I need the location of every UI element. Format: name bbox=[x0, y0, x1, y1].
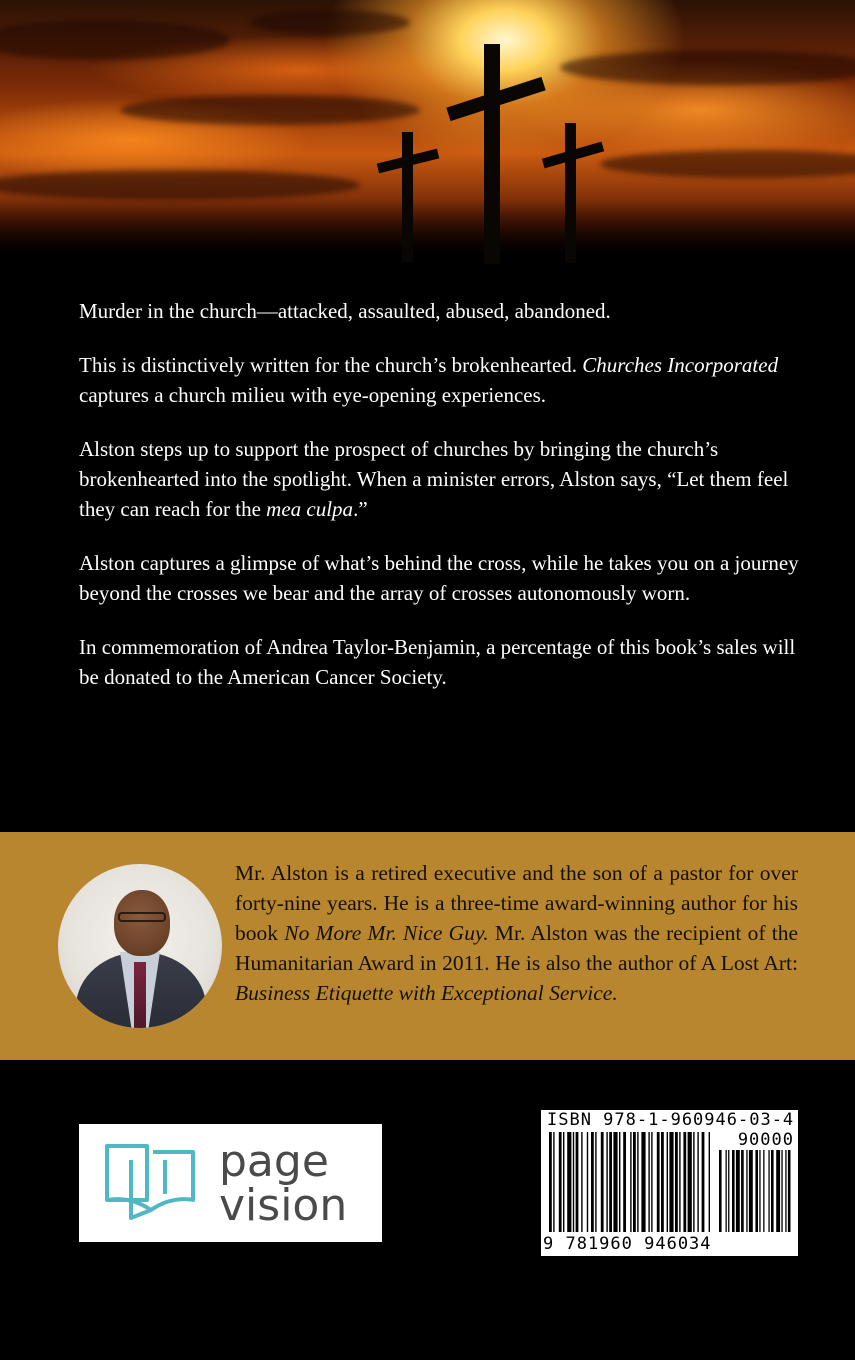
barcode-bar bbox=[587, 1132, 588, 1232]
barcode-bar bbox=[549, 1132, 552, 1232]
blurb-paragraph-3: Alston steps up to support the prospect of churches by bringing the church’s brokenhearted into the spotlight. When a minister errors, Alston says, “Let them feel they can reach for the mea culpa.” bbox=[79, 437, 789, 521]
price-bar bbox=[719, 1150, 722, 1232]
barcode-bar bbox=[609, 1132, 612, 1232]
blurb-paragraph-1: Murder in the church—attacked, assaulted, abused, abandoned. bbox=[79, 299, 611, 323]
barcode-bar bbox=[573, 1132, 574, 1232]
price-bar bbox=[728, 1150, 729, 1232]
price-code: 90000 bbox=[737, 1130, 794, 1150]
price-bar bbox=[732, 1150, 735, 1232]
price-bar bbox=[749, 1150, 753, 1232]
barcode-bar bbox=[669, 1132, 673, 1232]
barcode-bar bbox=[595, 1132, 596, 1232]
barcode-bar bbox=[693, 1132, 694, 1232]
price-bar bbox=[776, 1150, 780, 1232]
blurb-paragraph-5: In commemoration of Andrea Taylor-Benjamin, a percentage of this book’s sales will be donated to the American Cancer Society. bbox=[79, 635, 796, 689]
barcode-bar bbox=[567, 1132, 571, 1232]
isbn-label: ISBN 978-1-960946-03-4 bbox=[547, 1110, 795, 1130]
barcode-bar bbox=[637, 1132, 638, 1232]
price-bar bbox=[781, 1150, 782, 1232]
barcode-bar bbox=[591, 1132, 594, 1232]
price-bar bbox=[785, 1150, 786, 1232]
back-cover-blurb bbox=[79, 296, 799, 716]
barcode-bar bbox=[641, 1132, 645, 1232]
barcode-bar bbox=[675, 1132, 678, 1232]
blurb-paragraph-4: Alston captures a glimpse of what’s behind the cross, while he takes you on a journey beyond the crosses we bear and the array of crosses autonomously worn. bbox=[79, 551, 799, 605]
barcode-bar bbox=[661, 1132, 664, 1232]
barcode-bar bbox=[630, 1132, 631, 1232]
barcode-bar bbox=[667, 1132, 668, 1232]
barcode-bar bbox=[688, 1132, 692, 1232]
publisher-word-page: page bbox=[219, 1136, 329, 1187]
barcode-bar bbox=[633, 1132, 636, 1232]
left-cross-icon bbox=[402, 132, 413, 262]
price-bar bbox=[755, 1150, 758, 1232]
barcode-bar bbox=[613, 1132, 617, 1232]
barcode-bar bbox=[623, 1132, 626, 1232]
price-bar bbox=[746, 1150, 747, 1232]
publisher-word-vision: vision bbox=[219, 1180, 348, 1231]
barcode-bar bbox=[651, 1132, 652, 1232]
barcode-bar bbox=[679, 1132, 680, 1232]
isbn-barcode bbox=[541, 1110, 798, 1256]
center-cross-icon bbox=[484, 44, 500, 264]
author-bio-text: Mr. Alston is a retired executive and the son of a pastor for over forty-nine years. He is a three-time award-winning author for his book No More Mr. Nice Guy. Mr. Alston was the recipient of the Humanitarian Award in 2011. He is also the author of A Lost Art: Business Etiquette with Exceptional Service. bbox=[235, 861, 798, 1005]
cover-sunset-image bbox=[0, 0, 855, 280]
barcode-bar bbox=[601, 1132, 604, 1232]
barcode-bar bbox=[702, 1132, 705, 1232]
barcode-bar bbox=[619, 1132, 620, 1232]
open-book-icon bbox=[101, 1138, 211, 1228]
barcode-digits: 9 781960 946034 bbox=[543, 1234, 712, 1254]
barcode-bar bbox=[709, 1132, 710, 1232]
barcode-bar bbox=[576, 1132, 579, 1232]
barcode-bar bbox=[657, 1132, 660, 1232]
price-bar bbox=[759, 1150, 760, 1232]
barcode-bar bbox=[683, 1132, 686, 1232]
price-bar bbox=[763, 1150, 764, 1232]
barcode-bar bbox=[697, 1132, 698, 1232]
price-bar bbox=[788, 1150, 791, 1232]
price-bar bbox=[736, 1150, 740, 1232]
barcode-bar bbox=[581, 1132, 582, 1232]
price-bar bbox=[768, 1150, 769, 1232]
blurb-paragraph-2: This is distinctively written for the church’s brokenhearted. Churches Incorporated captures a church milieu with eye-opening experiences. bbox=[79, 353, 779, 407]
right-cross-icon bbox=[565, 123, 576, 263]
price-bar bbox=[771, 1150, 774, 1232]
barcode-bar bbox=[563, 1132, 564, 1232]
publisher-logo bbox=[79, 1124, 382, 1242]
barcode-bar bbox=[648, 1132, 649, 1232]
author-photo bbox=[58, 864, 222, 1028]
barcode-bar bbox=[553, 1132, 554, 1232]
price-bar bbox=[726, 1150, 727, 1232]
barcode-bars bbox=[543, 1132, 795, 1234]
barcode-bar bbox=[559, 1132, 562, 1232]
barcode-bar bbox=[606, 1132, 607, 1232]
price-bar bbox=[741, 1150, 744, 1232]
